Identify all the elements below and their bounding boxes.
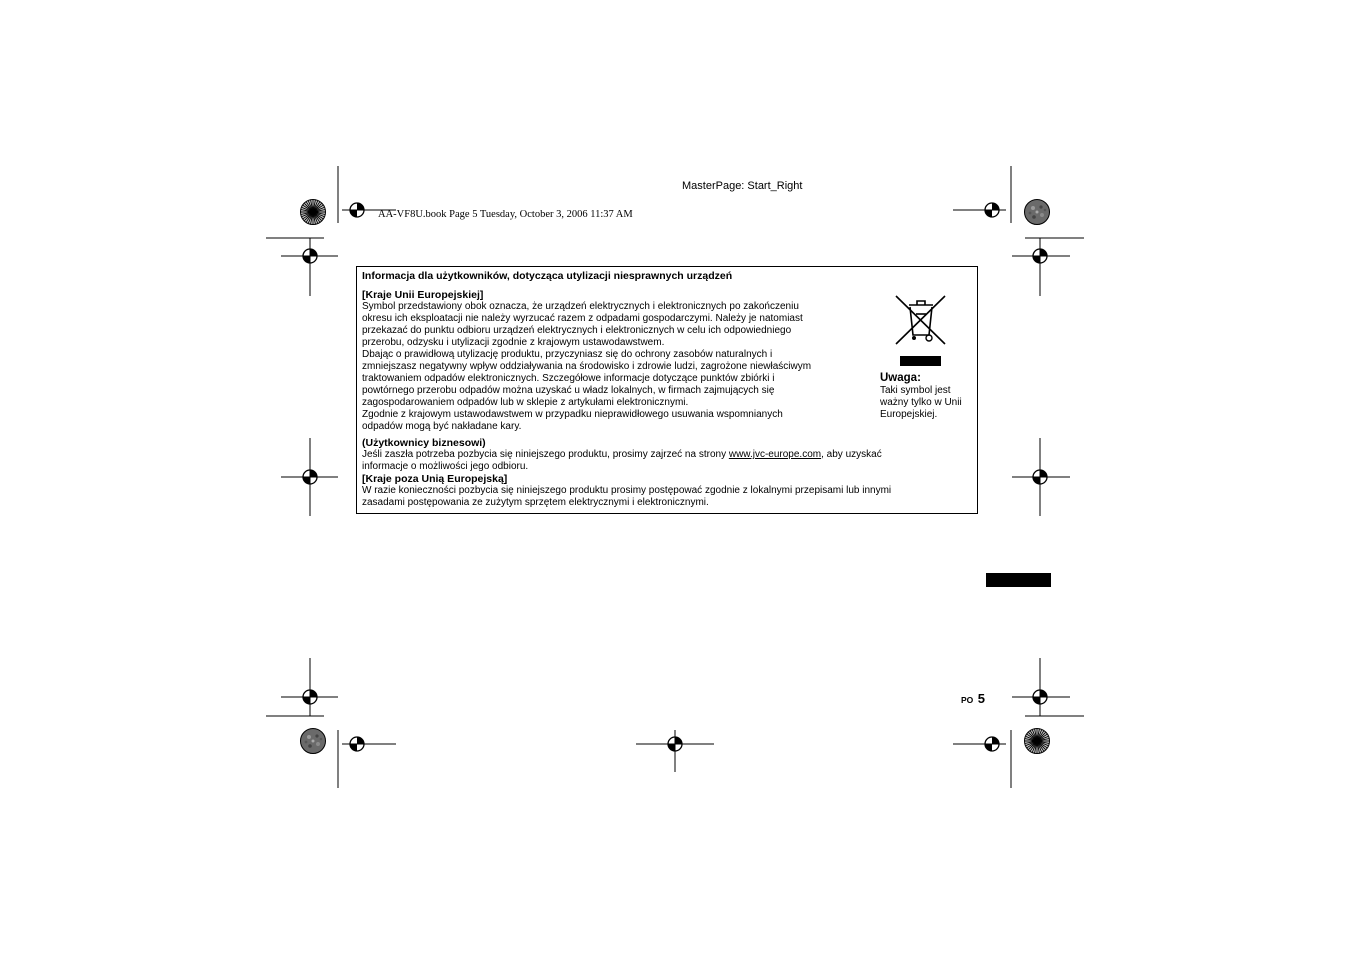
business-heading: (Użytkownicy biznesowi): [362, 437, 486, 449]
eu-body: [362, 301, 872, 433]
eu-line: powtórnego przerobu odpadów można uzyskać u władz lokalnych, w firmach zajmujących się: [362, 385, 775, 396]
eu-line: przekazać do punktu odbioru urządzeń elektrycznych i elektronicznych w celu ich odpowiedniego: [362, 325, 792, 336]
eu-line: odpadów mogą być nakładane kary.: [362, 421, 522, 432]
note-line: Taki symbol jest: [880, 385, 951, 396]
note-line: ważny tylko w Unii: [880, 397, 962, 408]
business-line: informacje o możliwości jego odbioru.: [362, 461, 529, 472]
masterpage-label: MasterPage: Start_Right: [682, 180, 803, 192]
eu-line: zmniejszasz negatywny wpływ oddziaływania na środowisko i zdrowie ludzi, zagrożone niewłaściwym: [362, 361, 812, 372]
note-line: Europejskiej.: [880, 409, 938, 420]
business-text: Jeśli zaszła potrzeba pozbycia się niniejszego produktu, prosimy zajrzeć na strony: [362, 449, 729, 460]
eu-line: okresu ich eksploatacji nie należy wyrzucać razem z odpadami gospodarczymi. Należy je natomiast: [362, 313, 803, 324]
weee-bar: [900, 356, 941, 366]
eu-line: zagospodarowaniem odpadów lub w sklepie z artykułami elektronicznymi.: [362, 397, 689, 408]
non-eu-line: W razie konieczności pozbycia się niniejszego produktu prosimy postępować zgodnie z lokalnymi przepisami lub innymi: [362, 485, 892, 496]
eu-line: Zgodnie z krajowym ustawodawstwem w przypadku nieprawidłowego usuwania wspomnianych: [362, 409, 783, 420]
eu-line: Dbając o prawidłową utylizację produktu, przyczyniasz się do ochrony zasobów naturalnych i: [362, 349, 773, 360]
book-page-info: AA-VF8U.book Page 5 Tuesday, October 3, 2006 11:37 AM: [378, 209, 633, 220]
eu-line: traktowaniem odpadów elektronicznych. Szczegółowe informacje dotyczące punktów zbiórki i: [362, 373, 775, 384]
eu-heading: [Kraje Unii Europejskiej]: [362, 289, 484, 301]
thumb-index-tab: [986, 573, 1051, 587]
eu-line: Symbol przedstawiony obok oznacza, że urządzeń elektrycznych i elektronicznych po zakończeniu: [362, 301, 799, 312]
non-eu-heading: [Kraje poza Unią Europejską]: [362, 473, 508, 485]
crossed-out-wheelie-bin-icon: [893, 293, 949, 347]
note-title: Uwaga:: [880, 372, 921, 384]
page-number-value: 5: [977, 691, 985, 706]
page-number: [961, 690, 985, 708]
business-line: [362, 449, 974, 461]
jvc-europe-link[interactable]: www.jvc-europe.com: [728, 449, 822, 460]
non-eu-line: zasadami postępowania ze zużytym sprzętem elektrycznymi i elektronicznymi.: [362, 497, 709, 508]
business-text: , aby uzyskać: [821, 449, 882, 460]
language-code: PO: [961, 695, 974, 705]
eu-line: przerobu, odzysku i utylizacji zgodnie z krajowym ustawodawstwem.: [362, 337, 665, 348]
notice-title: Informacja dla użytkowników, dotycząca utylizacji niesprawnych urządzeń: [362, 270, 733, 282]
eu-note: [880, 372, 976, 421]
